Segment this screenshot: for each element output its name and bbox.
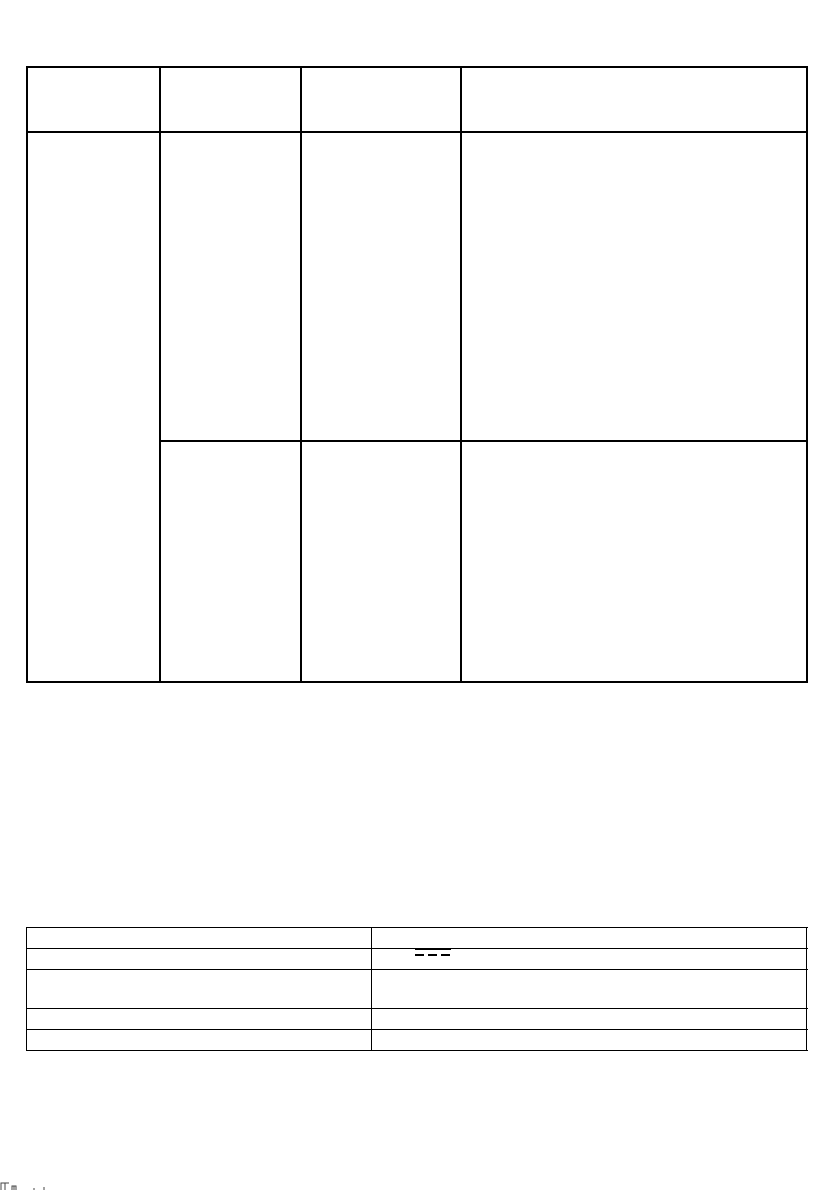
main-table-row-1-cell-2 bbox=[163, 135, 297, 437]
main-table-row-1-cell-1 bbox=[30, 135, 156, 678]
main-table-row-1-cell-4 bbox=[464, 135, 803, 437]
main-table-header-cell-3 bbox=[304, 70, 457, 128]
spec-table-row-divider-2 bbox=[26, 969, 808, 970]
main-table-col-divider-3 bbox=[460, 66, 462, 683]
main-table-row-2-cell-2 bbox=[163, 444, 297, 678]
spec-table-row-2-label bbox=[30, 950, 368, 968]
spec-table-top-border bbox=[26, 927, 808, 928]
spec-table-row-1-value bbox=[375, 929, 803, 947]
spec-table-row-5-label bbox=[30, 1031, 368, 1049]
spec-table-row-4-label bbox=[30, 1010, 368, 1028]
spec-table-row-3-value bbox=[375, 971, 803, 1007]
main-table-right-border bbox=[806, 66, 808, 683]
main-table-left-border bbox=[26, 66, 28, 683]
main-table-header-cell-2 bbox=[163, 70, 297, 128]
spec-table-row-divider-4 bbox=[26, 1029, 808, 1030]
main-table-row-2-cell-4 bbox=[464, 444, 803, 678]
spec-table-row-divider-3 bbox=[26, 1008, 808, 1009]
main-table-row-2-cell-3 bbox=[304, 444, 457, 678]
main-table-header-cell-4 bbox=[464, 70, 803, 128]
spec-table-row-2-value bbox=[375, 950, 803, 968]
spec-table-row-5-value bbox=[375, 1031, 803, 1049]
main-table-col-divider-2 bbox=[300, 66, 302, 683]
spec-table-col-divider bbox=[371, 927, 372, 1051]
main-table-header-cell-1 bbox=[30, 70, 156, 128]
page-edge-mark bbox=[0, 1178, 60, 1192]
spec-table-row-3-label bbox=[30, 971, 368, 1007]
spec-table-row-1-label bbox=[30, 929, 368, 947]
main-table-row-divider bbox=[159, 440, 808, 442]
spec-table-left-border bbox=[26, 927, 27, 1051]
main-table-header-divider bbox=[26, 131, 808, 133]
main-table-row-1-cell-3 bbox=[304, 135, 457, 437]
main-table-bottom-border bbox=[26, 681, 808, 683]
spec-table-right-border bbox=[806, 927, 807, 1051]
dc-current-symbol-icon bbox=[415, 946, 451, 960]
spec-table-bottom-border bbox=[26, 1050, 808, 1051]
main-table-col-divider-1 bbox=[159, 66, 161, 683]
main-table-top-border bbox=[26, 66, 808, 68]
spec-table-row-4-value bbox=[375, 1010, 803, 1028]
